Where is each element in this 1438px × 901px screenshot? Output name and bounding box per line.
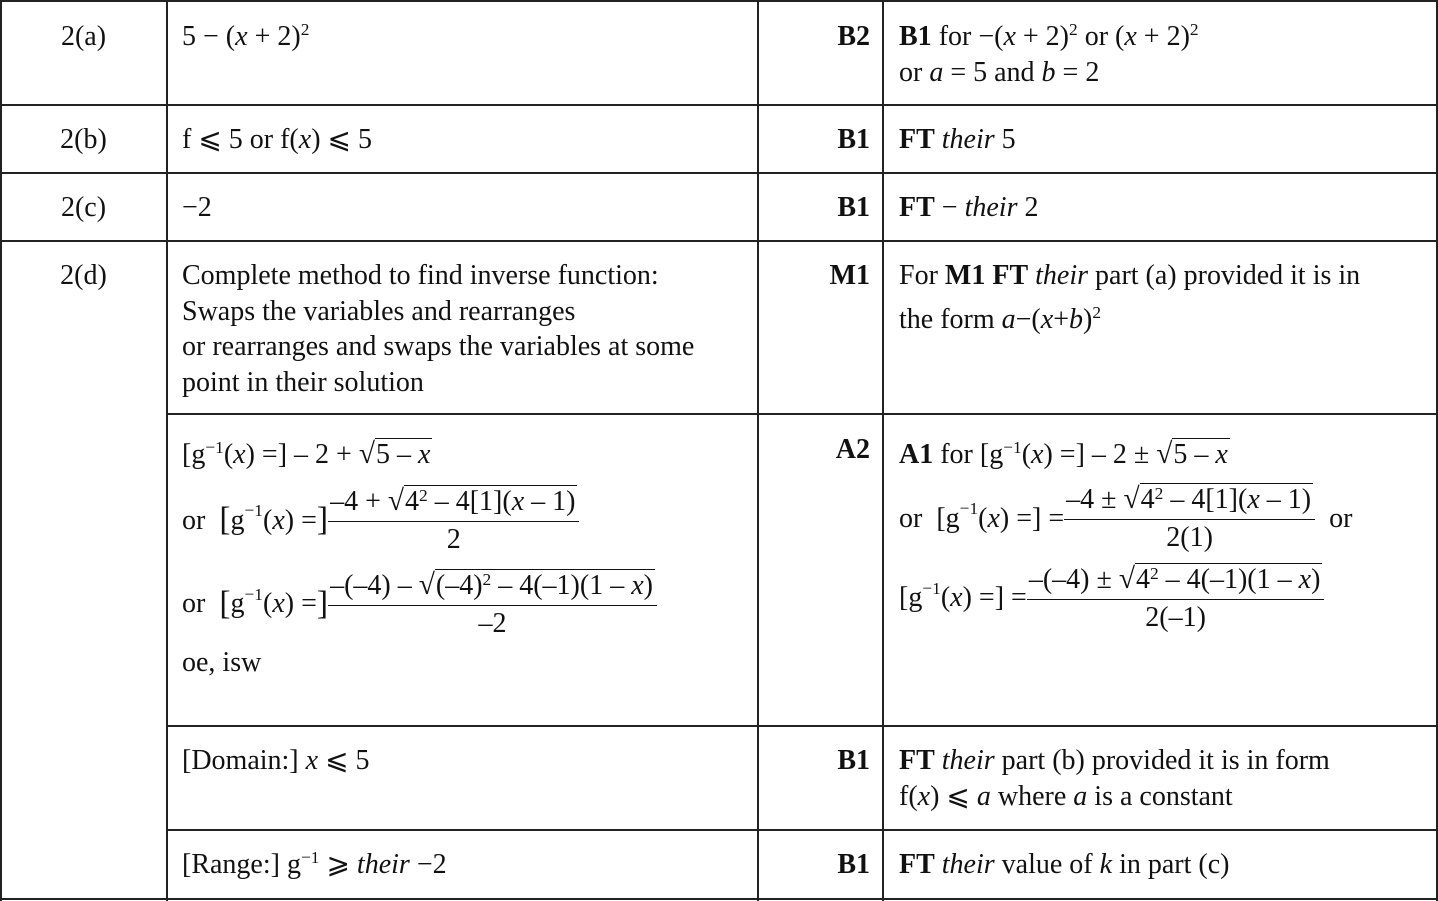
answer-line: Swaps the variables and rearranges — [182, 295, 576, 327]
inverse-option-2: or [ g $^{-1}$ ( x ) = ] $\frac{-4 + √4^2 - 4[1](x - 1)}{2}$ — [182, 483, 752, 557]
mark-code: B2 — [837, 21, 870, 52]
mark-code: B1 — [837, 849, 870, 880]
mark-code: B1 — [837, 745, 870, 776]
guidance-cell: FT − their 2 — [899, 192, 1039, 223]
table-rule — [0, 0, 1438, 2]
answer-cell: [Domain:] x ⩽ 5 — [182, 745, 370, 776]
inverse-option-1: [$g^{-1}(x)$ =] – 2 + √5 – x — [182, 438, 431, 470]
answer-cell: f ⩽ 5 or f(x) ⩽ 5 — [182, 124, 372, 155]
table-rule — [0, 172, 1438, 174]
answer-cell: $5 - (x + 2)^2$ — [182, 20, 310, 52]
table-rule — [882, 0, 884, 901]
question-number: 2(d) — [60, 260, 107, 291]
answer-cell — [182, 436, 752, 681]
guidance-cell: FT their 5 — [899, 124, 1016, 155]
mark-code: B1 — [837, 124, 870, 155]
guidance-cell: FT their value of k in part (c) — [899, 849, 1230, 880]
question-number: 2(c) — [60, 192, 107, 223]
table-rule — [166, 725, 1438, 727]
table-rule — [0, 898, 1438, 900]
answer-cell: [Range:] $g^{-1}$ ⩾ their −2 — [182, 848, 447, 880]
answer-cell — [182, 258, 694, 400]
guidance-cell: FT their part (b) provided it is in form f(x) ⩽ a where a is a constant — [899, 745, 1330, 812]
oe-isw-note: oe, isw — [182, 647, 262, 679]
answer-line: or rearranges and swaps the variables at some — [182, 331, 695, 363]
guidance-cell: For M1 FT their part (a) provided it is in the form $a-(x+b)^2$ — [899, 260, 1361, 335]
table-rule — [166, 0, 168, 901]
answer-line: point in their solution — [182, 366, 424, 398]
mark-code: B1 — [837, 192, 870, 223]
question-number: 2(b) — [60, 124, 107, 155]
table-rule — [166, 413, 1438, 415]
mark-code: M1 — [829, 260, 870, 291]
table-rule — [1436, 0, 1438, 901]
table-rule — [166, 829, 1438, 831]
guidance-cell: B1 for $-(x + 2)^2$ or $(x + 2)^2$ or a = 5 and b = 2 — [899, 20, 1199, 88]
inverse-option-3: or [ g $^{-1}$ ( x ) = ] $\frac{-(-4) - √(-4)^2 - 4(-1)(1 - x)}{-2}$ — [182, 567, 752, 641]
mark-code: A2 — [835, 434, 870, 465]
guidance-cell: A1 for [$g^{-1}(x)$ =] – 2 ± √5 – x or [g $^{-1}$ ( x ) =] = $\frac{-4 \pm √4^2 - 4[1](x - 1)}{2(1)}$ or [g $^{-1}$ ( x ) =] = $\frac{-(-4) \pm √4^2 - 4(-1)(1 - x)}{2(-1)}$ — [899, 438, 1353, 633]
answer-line: Complete method to find inverse function: — [182, 260, 659, 291]
table-rule — [0, 104, 1438, 106]
table-rule — [0, 240, 1438, 242]
question-number: 2(a) — [60, 21, 107, 52]
answer-cell: −2 — [182, 192, 212, 223]
